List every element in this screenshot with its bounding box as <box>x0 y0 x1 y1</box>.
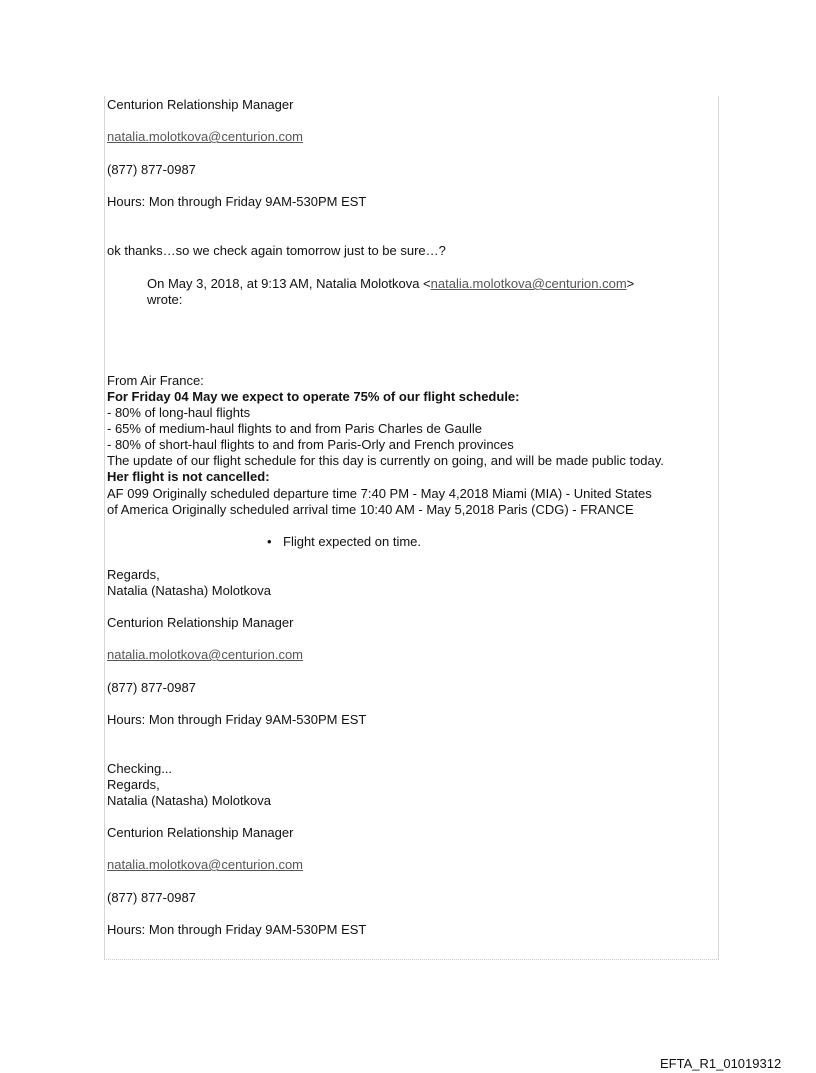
quote-header-suffix: > <box>626 276 635 291</box>
signature-phone: (877) 877-0987 <box>107 162 196 177</box>
signature-hours: Hours: Mon through Friday 9AM-530PM EST <box>107 922 367 937</box>
quote-wrote: wrote: <box>147 292 183 307</box>
signature-email-link[interactable]: natalia.molotkova@centurion.com <box>107 129 304 144</box>
checking-text: Checking... <box>107 761 173 776</box>
signature-title: Centurion Relationship Manager <box>107 615 294 630</box>
signature-title: Centurion Relationship Manager <box>107 825 294 840</box>
signature-regards: Regards, <box>107 567 160 582</box>
signature-phone: (877) 877-0987 <box>107 890 196 905</box>
signature-hours: Hours: Mon through Friday 9AM-530PM EST <box>107 194 367 209</box>
quote-header <box>147 276 634 292</box>
signature-regards: Regards, <box>107 777 160 792</box>
signature-email-link[interactable]: natalia.molotkova@centurion.com <box>107 857 304 872</box>
signature-email-link[interactable]: natalia.molotkova@centurion.com <box>107 647 304 662</box>
quote-header-prefix: On May 3, 2018, at 9:13 AM, Natalia Molotkova < <box>147 276 431 291</box>
signature-name: Natalia (Natasha) Molotkova <box>107 793 272 808</box>
af-flight-line-1: AF 099 Originally scheduled departure time 7:40 PM - May 4,2018 Miami (MIA) - United States <box>107 486 652 501</box>
reply-text: ok thanks…so we check again tomorrow just to be sure…? <box>107 243 446 258</box>
af-from: From Air France: <box>107 373 204 388</box>
document-id-footer: EFTA_R1_01019312 <box>660 1056 782 1071</box>
af-headline: For Friday 04 May we expect to operate 75% of our flight schedule: <box>107 389 520 404</box>
signature-name: Natalia (Natasha) Molotkova <box>107 583 272 598</box>
signature-phone: (877) 877-0987 <box>107 680 196 695</box>
signature-title: Centurion Relationship Manager <box>107 97 294 112</box>
af-flight-line-2: of America Originally scheduled arrival time 10:40 AM - May 5,2018 Paris (CDG) - FRANCE <box>107 502 634 517</box>
af-update: The update of our flight schedule for this day is currently on going, and will be made public today. <box>107 453 664 468</box>
af-flight-status: Flight expected on time. <box>283 534 422 549</box>
signature-hours: Hours: Mon through Friday 9AM-530PM EST <box>107 712 367 727</box>
af-not-cancelled: Her flight is not cancelled: <box>107 469 270 484</box>
quote-email-link[interactable]: natalia.molotkova@centurion.com <box>430 276 627 291</box>
af-item-long-haul: - 80% of long-haul flights <box>107 405 251 420</box>
af-item-short-haul: - 80% of short-haul flights to and from Paris-Orly and French provinces <box>107 437 514 452</box>
bullet-dot: • <box>267 534 272 549</box>
af-item-medium-haul: - 65% of medium-haul flights to and from Paris Charles de Gaulle <box>107 421 483 436</box>
